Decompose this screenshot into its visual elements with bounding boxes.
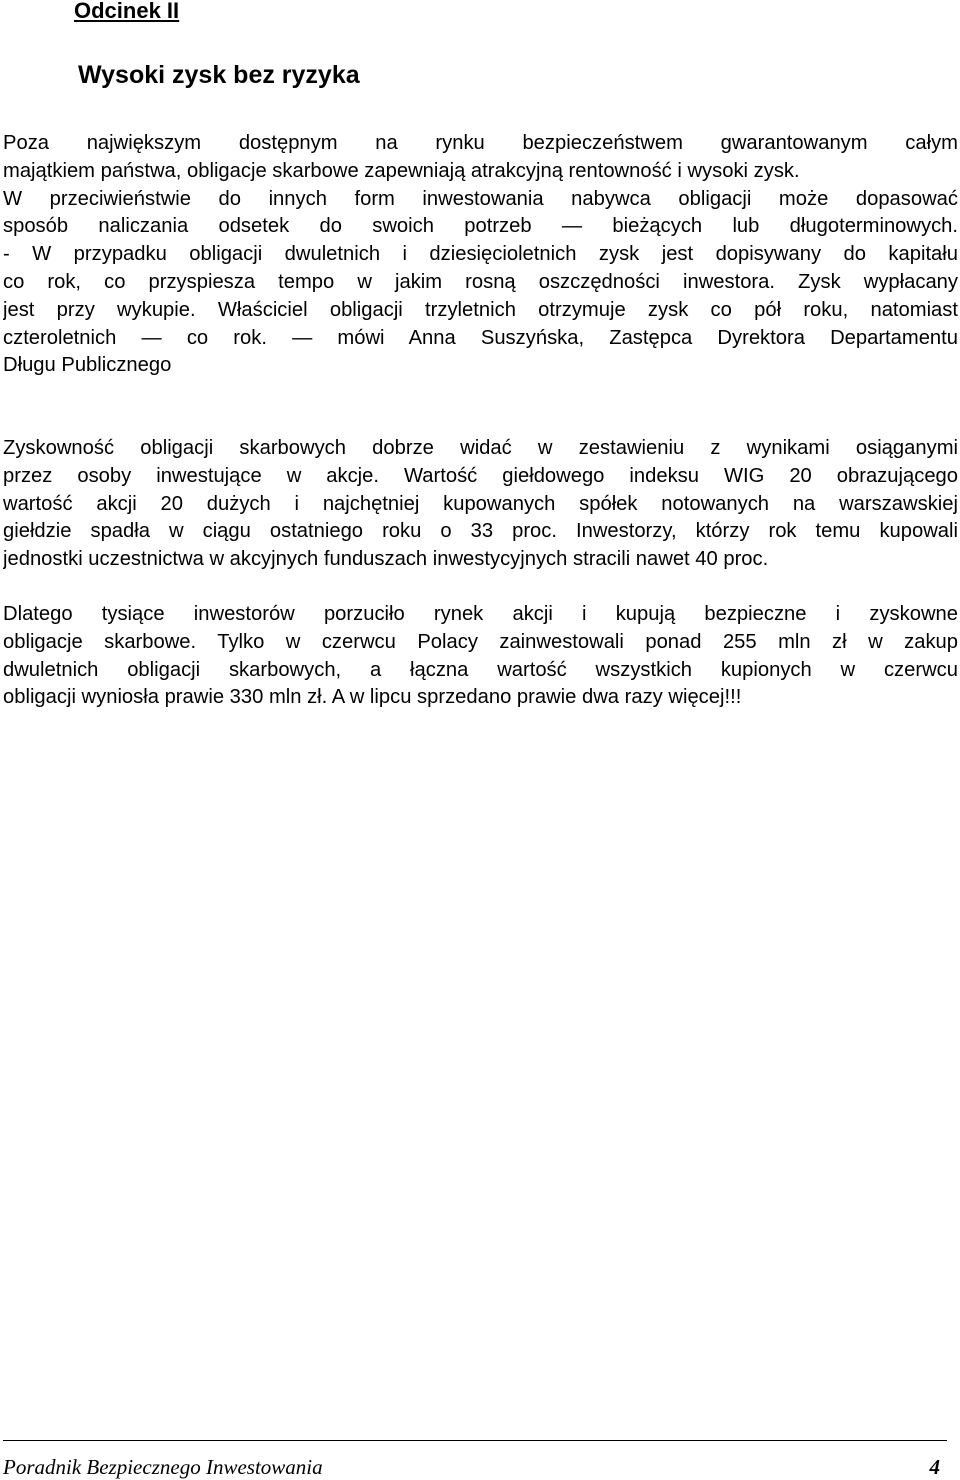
paragraph-line: obligacji wyniosła prawie 330 mln zł. A w lipcu sprzedano prawie dwa razy więcej!!! xyxy=(3,686,742,709)
paragraph-1 xyxy=(3,130,958,380)
paragraph-line: giełdzie spadła w ciągu ostatniego roku o 33 proc. Inwestorzy, którzy rok temu kupowali xyxy=(3,520,958,543)
footer-divider xyxy=(3,1440,947,1441)
article-title: Wysoki zysk bez ryzyka xyxy=(78,61,360,89)
paragraph-line: Dlatego tysiące inwestorów porzuciło rynek akcji i kupują bezpieczne i zyskowne xyxy=(3,603,958,625)
paragraph-line: obligacje skarbowe. Tylko w czerwcu Polacy zainwestowali ponad 255 mln zł w zakup xyxy=(3,630,958,653)
footer-publication-title: Poradnik Bezpiecznego Inwestowania xyxy=(3,1455,323,1479)
paragraph-line: - W przypadku obligacji dwuletnich i dziesięcioletnich zysk jest dopisywany do kapitału xyxy=(3,243,958,266)
paragraph-line: Zyskowność obligacji skarbowych dobrze widać w zestawieniu z wynikami osiąganymi xyxy=(3,437,958,459)
paragraph-line: czteroletnich — co rok. — mówi Anna Suszyńska, Zastępca Dyrektora Departamentu xyxy=(3,326,958,349)
paragraph-2 xyxy=(3,435,958,574)
paragraph-line: dwuletnich obligacji skarbowych, a łączna wartość wszystkich kupionych w czerwcu xyxy=(3,658,958,681)
episode-label: Odcinek II xyxy=(74,0,180,23)
paragraph-line: jednostki uczestnictwa w akcyjnych funduszach inwestycyjnych stracili nawet 40 proc. xyxy=(3,548,769,571)
paragraph-line: wartość akcji 20 dużych i najchętniej kupowanych spółek notowanych na warszawskiej xyxy=(3,492,958,515)
paragraph-line: jest przy wykupie. Właściciel obligacji trzyletnich otrzymuje zysk co pół roku, natomiast xyxy=(3,298,958,321)
paragraph-3 xyxy=(3,601,958,712)
paragraph-line: sposób naliczania odsetek do swoich potrzeb — bieżących lub długoterminowych. xyxy=(3,215,958,238)
footer-page-number: 4 xyxy=(929,1455,940,1479)
paragraph-line: W przeciwieństwie do innych form inwestowania nabywca obligacji może dopasować xyxy=(3,187,958,210)
paragraph-line: Długu Publicznego xyxy=(3,354,172,377)
paragraph-line: majątkiem państwa, obligacje skarbowe zapewniają atrakcyjną rentowność i wysoki zysk. xyxy=(3,159,800,182)
paragraph-line: Poza największym dostępnym na rynku bezpieczeństwem gwarantowanym całym xyxy=(3,132,958,154)
paragraph-line: co rok, co przyspiesza tempo w jakim rosną oszczędności inwestora. Zysk wypłacany xyxy=(3,270,958,293)
paragraph-line: przez osoby inwestujące w akcje. Wartość giełdowego indeksu WIG 20 obrazującego xyxy=(3,464,958,487)
